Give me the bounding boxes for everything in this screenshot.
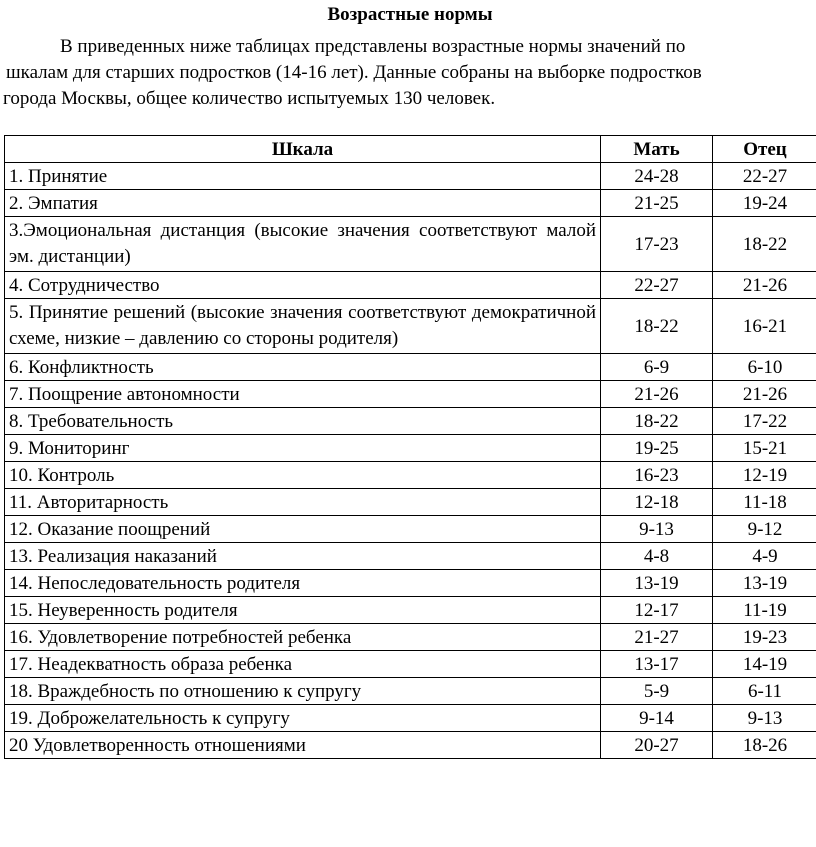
mother-cell: 16-23 xyxy=(601,462,713,489)
mother-cell: 12-18 xyxy=(601,489,713,516)
table-header-row xyxy=(5,136,816,163)
mother-cell: 21-26 xyxy=(601,381,713,408)
table-row xyxy=(5,272,816,299)
table-row xyxy=(5,354,816,381)
table-row xyxy=(5,678,816,705)
mother-cell: 18-22 xyxy=(601,299,713,354)
father-cell: 18-22 xyxy=(713,217,816,272)
father-cell: 21-26 xyxy=(713,272,816,299)
scale-cell: 9. Мониторинг xyxy=(5,435,601,462)
father-cell: 4-9 xyxy=(713,543,816,570)
header-scale: Шкала xyxy=(5,136,601,163)
scale-cell: 18. Враждебность по отношению к супругу xyxy=(5,678,601,705)
scale-cell: 12. Оказание поощрений xyxy=(5,516,601,543)
father-cell: 9-13 xyxy=(713,705,816,732)
mother-cell: 21-25 xyxy=(601,190,713,217)
table-row xyxy=(5,543,816,570)
father-cell: 12-19 xyxy=(713,462,816,489)
table-row xyxy=(5,435,816,462)
header-father: Отец xyxy=(713,136,816,163)
scale-cell: 13. Реализация наказаний xyxy=(5,543,601,570)
table-row xyxy=(5,705,816,732)
father-cell: 11-19 xyxy=(713,597,816,624)
scale-cell: 2. Эмпатия xyxy=(5,190,601,217)
document-title: Возрастные нормы xyxy=(327,4,493,25)
scale-cell: 3.Эмоциональная дистанция (высокие значения соответствуют малой эм. дистанции) xyxy=(5,217,601,272)
father-cell: 6-11 xyxy=(713,678,816,705)
scale-cell: 16. Удовлетворение потребностей ребенка xyxy=(5,624,601,651)
table-row xyxy=(5,462,816,489)
mother-cell: 9-13 xyxy=(601,516,713,543)
scale-cell: 10. Контроль xyxy=(5,462,601,489)
scale-cell: 17. Неадекватность образа ребенка xyxy=(5,651,601,678)
scale-cell: 6. Конфликтность xyxy=(5,354,601,381)
father-cell: 11-18 xyxy=(713,489,816,516)
table-row xyxy=(5,217,816,272)
father-cell: 21-26 xyxy=(713,381,816,408)
father-cell: 16-21 xyxy=(713,299,816,354)
father-cell: 19-24 xyxy=(713,190,816,217)
table-row xyxy=(5,381,816,408)
table-row xyxy=(5,651,816,678)
table-row xyxy=(5,732,816,759)
mother-cell: 17-23 xyxy=(601,217,713,272)
intro-paragraph-line-2: шкалам для старших подростков (14-16 лет). Данные собраны на выборке подростков xyxy=(6,62,702,83)
father-cell: 22-27 xyxy=(713,163,816,190)
table-row xyxy=(5,570,816,597)
scale-cell: 7. Поощрение автономности xyxy=(5,381,601,408)
mother-cell: 24-28 xyxy=(601,163,713,190)
table-row xyxy=(5,624,816,651)
table-row xyxy=(5,489,816,516)
scale-cell: 1. Принятие xyxy=(5,163,601,190)
mother-cell: 13-19 xyxy=(601,570,713,597)
intro-paragraph-line-1: В приведенных ниже таблицах представлены возрастные нормы значений по xyxy=(60,36,686,57)
header-mother: Мать xyxy=(601,136,713,163)
father-cell: 6-10 xyxy=(713,354,816,381)
father-cell: 13-19 xyxy=(713,570,816,597)
mother-cell: 21-27 xyxy=(601,624,713,651)
mother-cell: 19-25 xyxy=(601,435,713,462)
table-row xyxy=(5,516,816,543)
table-row xyxy=(5,408,816,435)
mother-cell: 18-22 xyxy=(601,408,713,435)
table-row xyxy=(5,299,816,354)
age-norms-table xyxy=(4,135,816,759)
mother-cell: 5-9 xyxy=(601,678,713,705)
scale-cell: 14. Непоследовательность родителя xyxy=(5,570,601,597)
father-cell: 18-26 xyxy=(713,732,816,759)
mother-cell: 22-27 xyxy=(601,272,713,299)
father-cell: 15-21 xyxy=(713,435,816,462)
scale-cell: 11. Авторитарность xyxy=(5,489,601,516)
mother-cell: 9-14 xyxy=(601,705,713,732)
scale-cell: 5. Принятие решений (высокие значения соответствуют демократичной схеме, низкие – давлению со стороны родителя) xyxy=(5,299,601,354)
father-cell: 9-12 xyxy=(713,516,816,543)
scale-cell: 8. Требовательность xyxy=(5,408,601,435)
father-cell: 14-19 xyxy=(713,651,816,678)
table-row xyxy=(5,597,816,624)
mother-cell: 12-17 xyxy=(601,597,713,624)
mother-cell: 20-27 xyxy=(601,732,713,759)
scale-cell: 19. Доброжелательность к супругу xyxy=(5,705,601,732)
scale-cell: 20 Удовлетворенность отношениями xyxy=(5,732,601,759)
intro-paragraph-line-3: города Москвы, общее количество испытуемых 130 человек. xyxy=(3,88,496,109)
table-row xyxy=(5,190,816,217)
father-cell: 17-22 xyxy=(713,408,816,435)
table-row xyxy=(5,163,816,190)
father-cell: 19-23 xyxy=(713,624,816,651)
mother-cell: 13-17 xyxy=(601,651,713,678)
scale-cell: 15. Неуверенность родителя xyxy=(5,597,601,624)
mother-cell: 6-9 xyxy=(601,354,713,381)
scale-cell: 4. Сотрудничество xyxy=(5,272,601,299)
mother-cell: 4-8 xyxy=(601,543,713,570)
